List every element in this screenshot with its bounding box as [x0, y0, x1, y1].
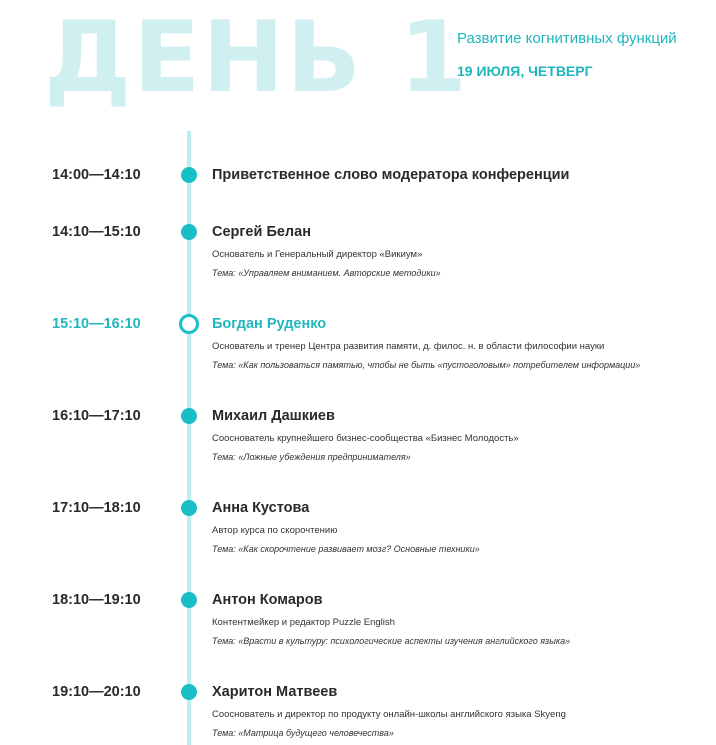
- talk-theme: Тема: «Как пользоваться памятью, чтобы не быть «пустоголовым» потребителем информации»: [212, 360, 641, 370]
- schedule-time: 14:00—14:10: [52, 167, 141, 183]
- speaker-role: Автор курса по скорочтению: [212, 525, 338, 536]
- schedule-time: 19:10—20:10: [52, 684, 141, 700]
- speaker-name: Богдан Руденко: [212, 316, 327, 332]
- session-title: Приветственное слово модератора конференции: [212, 167, 570, 183]
- talk-theme: Тема: «Ложные убеждения предпринимателя»: [212, 452, 411, 462]
- schedule-time: 17:10—18:10: [52, 500, 141, 516]
- speaker-name: Харитон Матвеев: [212, 684, 338, 700]
- day-subtitle: Развитие когнитивных функций: [457, 30, 677, 47]
- talk-theme: Тема: «Управляем вниманием. Авторские методики»: [212, 268, 441, 278]
- speaker-name: Михаил Дашкиев: [212, 408, 335, 424]
- schedule-time: 18:10—19:10: [52, 592, 141, 608]
- timeline-dot: [181, 408, 197, 424]
- timeline-dot: [181, 592, 197, 608]
- speaker-name: Сергей Белан: [212, 224, 311, 240]
- timeline-dot: [181, 684, 197, 700]
- day-date: 19 ИЮЛЯ, ЧЕТВЕРГ: [457, 63, 593, 79]
- schedule-time: 15:10—16:10: [52, 316, 141, 332]
- timeline-dot: [181, 224, 197, 240]
- schedule-time: 14:10—15:10: [52, 224, 141, 240]
- speaker-role: Контентмейкер и редактор Puzzle English: [212, 617, 395, 628]
- timeline-dot-active: [179, 314, 199, 334]
- speaker-name: Антон Комаров: [212, 592, 323, 608]
- speaker-role: Основатель и Генеральный директор «Викиум»: [212, 249, 423, 260]
- timeline-dot: [181, 500, 197, 516]
- speaker-role: Основатель и тренер Центра развития памяти, д. филос. н. в области философии науки: [212, 341, 605, 352]
- day-title: ДЕНЬ 1: [44, 1, 470, 115]
- speaker-role: Сооснователь крупнейшего бизнес-сообщества «Бизнес Молодость»: [212, 433, 519, 444]
- speaker-name: Анна Кустова: [212, 500, 310, 516]
- speaker-role: Сооснователь и директор по продукту онлайн-школы английского языка Skyeng: [212, 709, 566, 720]
- talk-theme: Тема: «Матрица будущего человечества»: [212, 728, 394, 738]
- timeline-dot: [181, 167, 197, 183]
- talk-theme: Тема: «Как скорочтение развивает мозг? Основные техники»: [212, 544, 480, 554]
- talk-theme: Тема: «Врасти в культуру: психологические аспекты изучения английского языка»: [212, 636, 571, 646]
- schedule-time: 16:10—17:10: [52, 408, 141, 424]
